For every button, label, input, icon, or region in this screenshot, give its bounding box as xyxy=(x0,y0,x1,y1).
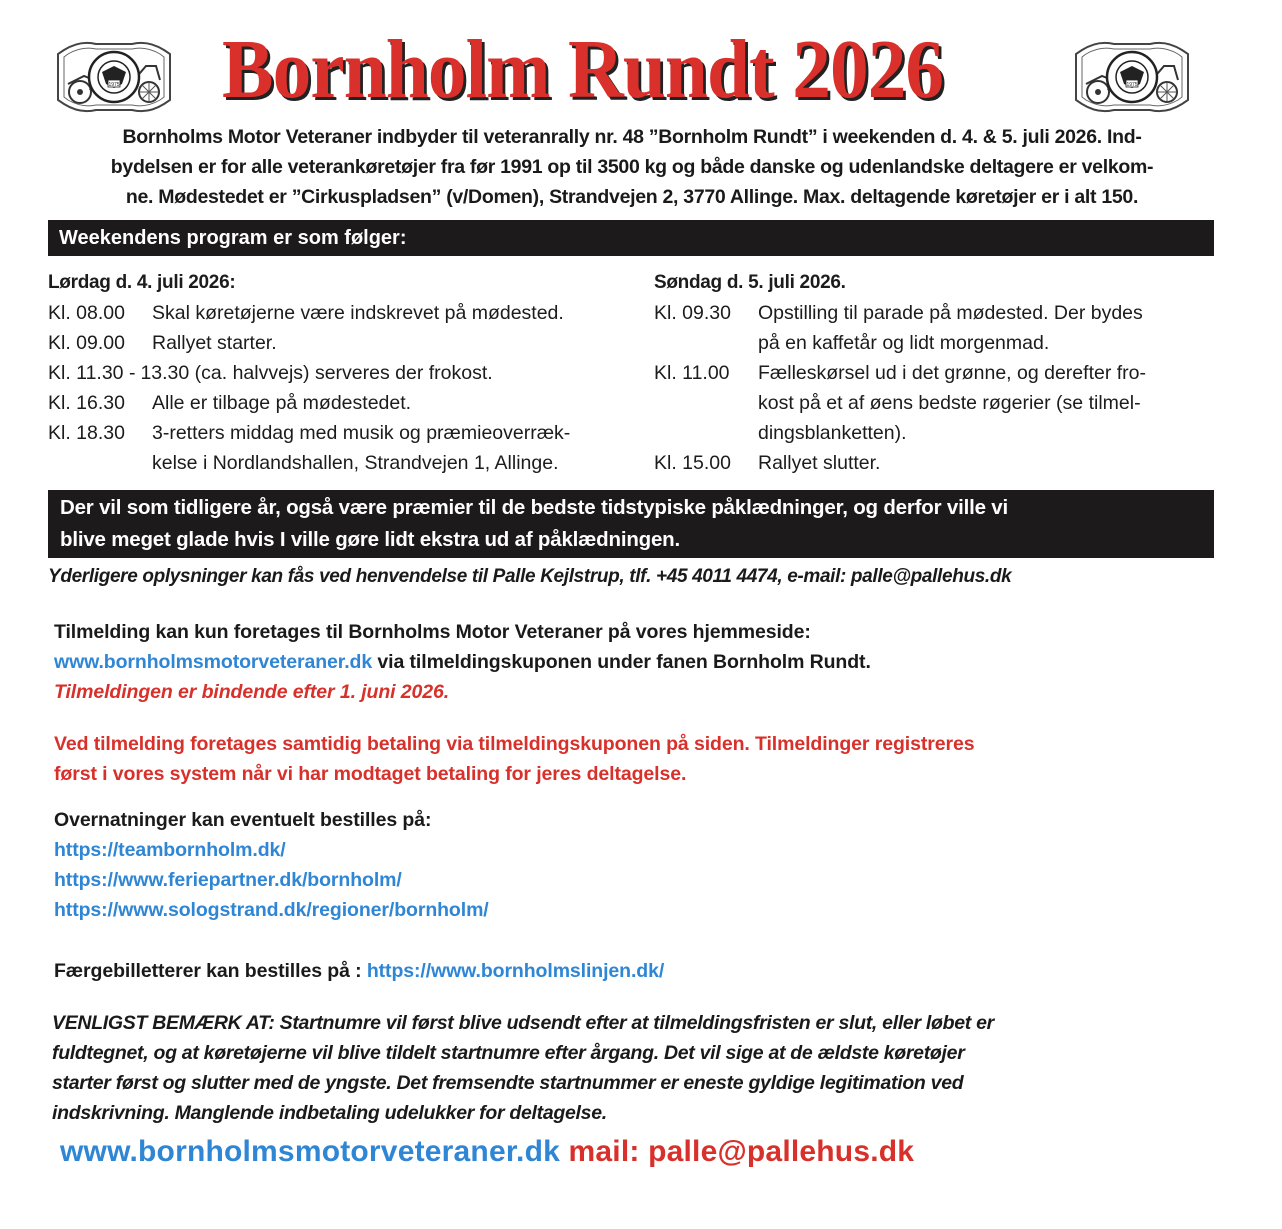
ferry-label: Færgebilletterer kan bestilles på : xyxy=(54,960,367,982)
logo-year: 1975 xyxy=(1126,82,1138,88)
intro-line: Bornholms Motor Veteraner indbyder til veteranrally nr. 48 ”Bornholm Rundt” i weekenden d. 4. & 5. juli 2026. Ind- xyxy=(122,126,1142,148)
dress-notice-line: Der vil som tidligere år, også være præmier til de bedste tidstypiske påklædninger, og derfor ville vi xyxy=(60,496,1008,519)
lodging-link[interactable]: https://www.sologstrand.dk/regioner/bornholm/ xyxy=(54,899,489,921)
schedule-item xyxy=(48,358,648,388)
payment-notice xyxy=(54,729,974,789)
schedule-desc: Rallyet slutter. xyxy=(758,452,881,474)
note-line: VENLIGST BEMÆRK AT: Startnumre vil først blive udsendt efter at tilmeldingsfristen er slut, eller løbet er xyxy=(52,1012,994,1034)
schedule-time: Kl. 09.00 xyxy=(48,332,125,354)
schedule-desc: dingsblanketten). xyxy=(758,422,907,444)
sunday-schedule xyxy=(654,268,1224,478)
page-title: Bornholm Rundt 2026 xyxy=(222,23,944,116)
signup-text: via tilmeldingskuponen under fanen Bornholm Rundt. xyxy=(372,651,871,673)
footer-mail-link[interactable]: mail: palle@pallehus.dk xyxy=(560,1135,915,1168)
lodging-link[interactable]: https://teambornholm.dk/ xyxy=(54,839,286,861)
intro-line: bydelsen er for alle veterankøretøjer fra før 1991 op til 3500 kg og både danske og udenlandske deltagere er velkom- xyxy=(110,156,1154,178)
intro-line: ne. Mødestedet er ”Cirkuspladsen” (v/Domen), Strandvejen 2, 3770 Allinge. Max. deltagende køretøjer er i alt 150. xyxy=(125,186,1139,208)
footer xyxy=(60,1135,914,1169)
payment-line: først i vores system når vi har modtaget betaling for jeres deltagelse. xyxy=(54,763,687,785)
dress-notice xyxy=(48,490,1214,558)
schedule-desc: Fælleskørsel ud i det grønne, og derefter fro- xyxy=(758,362,1146,384)
saturday-title: Lørdag d. 4. juli 2026: xyxy=(48,272,236,293)
signup-section xyxy=(54,617,871,707)
club-logo-right xyxy=(1068,36,1196,118)
schedule-desc: Skal køretøjerne være indskrevet på mødested. xyxy=(152,302,564,324)
schedule-desc: 3-retters middag med musik og præmieoverræk- xyxy=(152,422,571,444)
lodging-link[interactable]: https://www.feriepartner.dk/bornholm/ xyxy=(54,869,402,891)
schedule-item xyxy=(654,448,1224,478)
schedule-item xyxy=(48,388,648,418)
schedule-item xyxy=(48,298,648,328)
program-heading: Weekendens program er som følger: xyxy=(48,220,1214,256)
note-line: fuldtegnet, og at køretøjerne vil blive tildelt startnumre efter årgang. Det vil sige at de ældste køretøjer xyxy=(52,1042,965,1064)
schedule-desc: kelse i Nordlandshallen, Strandvejen 1, Allinge. xyxy=(152,452,559,474)
signup-text: Tilmelding kan kun foretages til Bornholms Motor Veteraner på vores hjemmeside: xyxy=(54,621,811,643)
payment-line: Ved tilmelding foretages samtidig betaling via tilmeldingskuponen på siden. Tilmeldinger registreres xyxy=(54,733,975,755)
sunday-title: Søndag d. 5. juli 2026. xyxy=(654,272,846,293)
schedule-desc: kost på et af øens bedste røgerier (se tilmel- xyxy=(758,392,1141,414)
schedule-time: Kl. 11.30 - xyxy=(48,362,136,384)
schedule-time: Kl. 11.00 xyxy=(654,362,730,384)
note-line: indskrivning. Manglende indbetaling udelukker for deltagelse. xyxy=(52,1102,607,1124)
schedule-item xyxy=(48,418,648,478)
schedule-desc: Alle er tilbage på mødestedet. xyxy=(152,392,412,414)
intro-paragraph xyxy=(48,122,1216,212)
lodging-heading: Overnatninger kan eventuelt bestilles på: xyxy=(54,809,432,831)
club-logo-left xyxy=(50,36,178,118)
schedule-desc: Opstilling til parade på mødested. Der bydes xyxy=(758,302,1143,324)
schedule-time: Kl. 18.30 xyxy=(48,422,125,444)
schedule-time: Kl. 08.00 xyxy=(48,302,125,324)
lodging-section xyxy=(54,805,489,925)
schedule-desc: 13.30 (ca. halvvejs) serveres der frokost. xyxy=(140,362,493,384)
saturday-schedule xyxy=(48,268,648,478)
important-note xyxy=(52,1008,1222,1128)
club-website-link[interactable]: www.bornholmsmotorveteraner.dk xyxy=(54,651,373,673)
schedule-time: Kl. 09.30 xyxy=(654,302,731,324)
dress-notice-line: blive meget glade hvis I ville gøre lidt ekstra ud af påklædningen. xyxy=(60,528,680,551)
footer-website-link[interactable]: www.bornholmsmotorveteraner.dk xyxy=(60,1135,560,1168)
schedule-item xyxy=(654,298,1224,358)
schedule-time: Kl. 16.30 xyxy=(48,392,125,414)
schedule-desc: Rallyet starter. xyxy=(152,332,277,354)
contact-info: Yderligere oplysninger kan fås ved henvendelse til Palle Kejlstrup, tlf. +45 4011 4474, e-mail: palle@pallehus.dk xyxy=(48,566,1012,587)
ferry-link[interactable]: https://www.bornholmslinjen.dk/ xyxy=(366,960,665,982)
ferry-section xyxy=(54,956,664,986)
schedule-item xyxy=(48,328,648,358)
schedule-item xyxy=(654,358,1224,448)
note-line: starter først og slutter med de yngste. Det fremsendte startnummer er eneste gyldige legitimation ved xyxy=(52,1072,964,1094)
schedule-time: Kl. 15.00 xyxy=(654,452,731,474)
binding-deadline: Tilmeldingen er bindende efter 1. juni 2026. xyxy=(54,681,450,703)
schedule-desc: på en kaffetår og lidt morgenmad. xyxy=(758,332,1050,354)
logo-year: 1975 xyxy=(108,82,120,88)
